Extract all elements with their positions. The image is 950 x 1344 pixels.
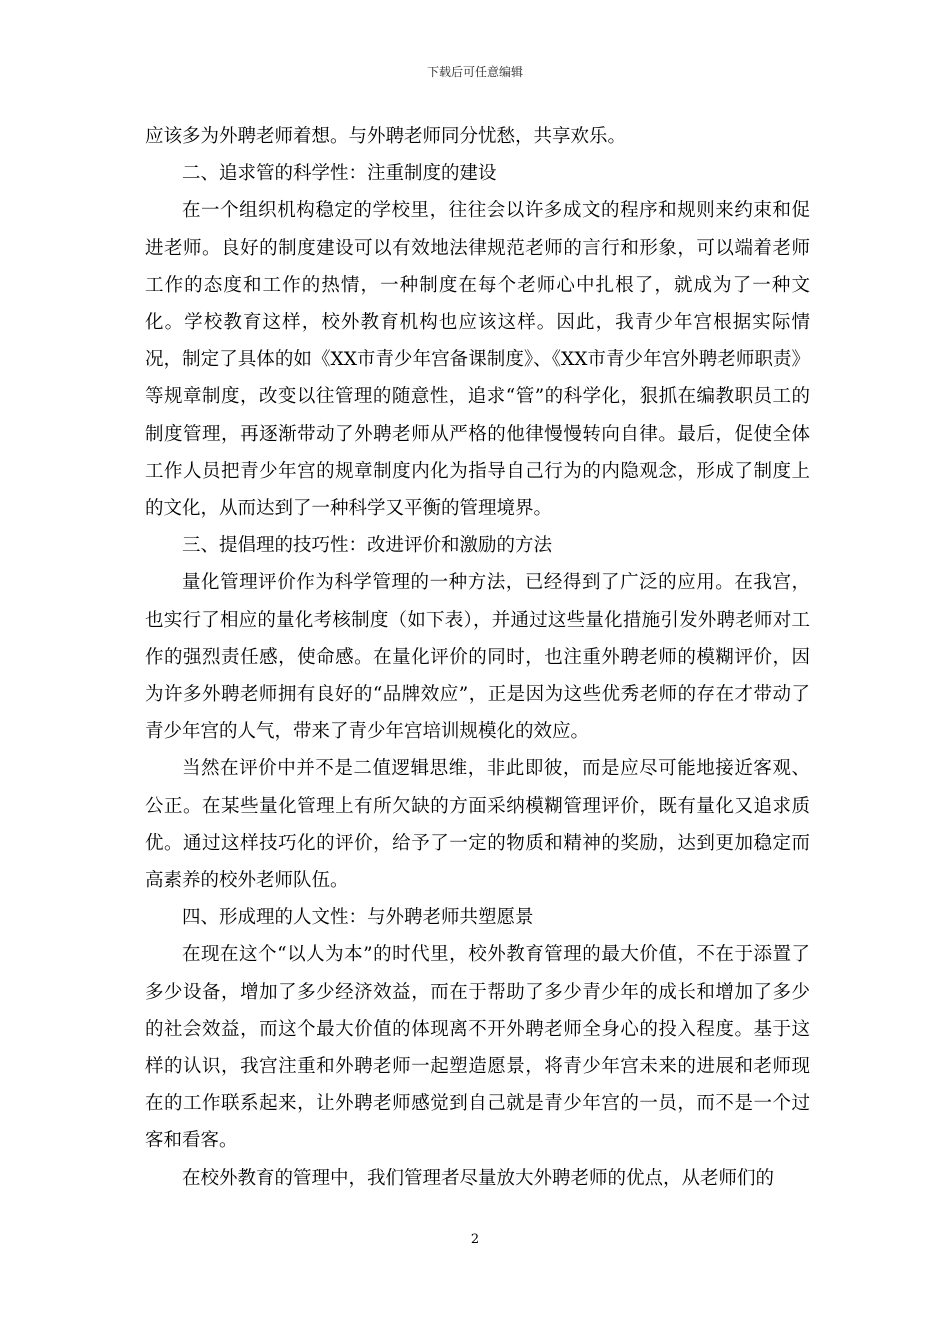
- paragraph: 在校外教育的管理中，我们管理者尽量放大外聘老师的优点，从老师们的: [182, 1167, 775, 1189]
- paragraph: 在一个组织机构稳定的学校里，往往会以许多成文的程序和规则来约束和促进老师。良好的制度建设可以有效地法律规范老师的言行和形象，可以端着老师工作的态度和工作的热情，一种制度在每个老师心中扎根了，就成为了一种文化。学校教育这样，校外教育机构也应该这样。因此，我青少年宫根据实际情况，制定了具体的如《XX市青少年宫备课制度》、《XX市青少年宫外聘老师职责》等规章制度，改变以往管理的随意性，追求“管”的科学化，狠抓在编教职员工的制度管理，再逐渐带动了外聘老师从严格的他律慢慢转向自律。最后，促使全体工作人员把青少年宫的规章制度内化为指导自己行为的内隐观念，形成了制度上的文化，从而达到了一种科学又平衡的管理境界。: [145, 200, 810, 520]
- page-header: 下载后可任意编辑: [426, 65, 523, 79]
- section-heading-2: 二、追求管的科学性：注重制度的建设: [182, 163, 497, 185]
- document-body: [145, 118, 810, 1197]
- paragraph-continuation: 应该多为外聘老师着想。与外聘老师同分忧愁，共享欢乐。: [145, 126, 627, 147]
- page-number: 2: [470, 1232, 480, 1247]
- section-heading-3: 三、提倡理的技巧性：改进评价和激励的方法: [182, 535, 553, 557]
- section-heading-4: 四、形成理的人文性：与外聘老师共塑愿景: [182, 907, 534, 929]
- paragraph: 在现在这个“以人为本”的时代里，校外教育管理的最大价值，不在于添置了多少设备，增加了多少经济效益，而在于帮助了多少青少年的成长和增加了多少的社会效益，而这个最大价值的体现离不开外聘老师全身心的投入程度。基于这样的认识，我宫注重和外聘老师一起塑造愿景，将青少年宫未来的进展和老师现在的工作联系起来，让外聘老师感觉到自己就是青少年宫的一员，而不是一个过客和看客。: [145, 944, 810, 1152]
- paragraph: 当然在评价中并不是二值逻辑思维，非此即彼，而是应尽可能地接近客观、公正。在某些量化管理上有所欠缺的方面采纳模糊管理评价，既有量化又追求质优。通过这样技巧化的评价，给予了一定的物质和精神的奖励，达到更加稳定而高素养的校外老师队伍。: [145, 758, 810, 892]
- paragraph: 量化管理评价作为科学管理的一种方法，已经得到了广泛的应用。在我宫，也实行了相应的量化考核制度（如下表），并通过这些量化措施引发外聘老师对工作的强烈责任感，使命感。在量化评价的同时，也注重外聘老师的模糊评价，因为许多外聘老师拥有良好的“品牌效应”，正是因为这些优秀老师的存在才带动了青少年宫的人气，带来了青少年宫培训规模化的效应。: [145, 572, 810, 743]
